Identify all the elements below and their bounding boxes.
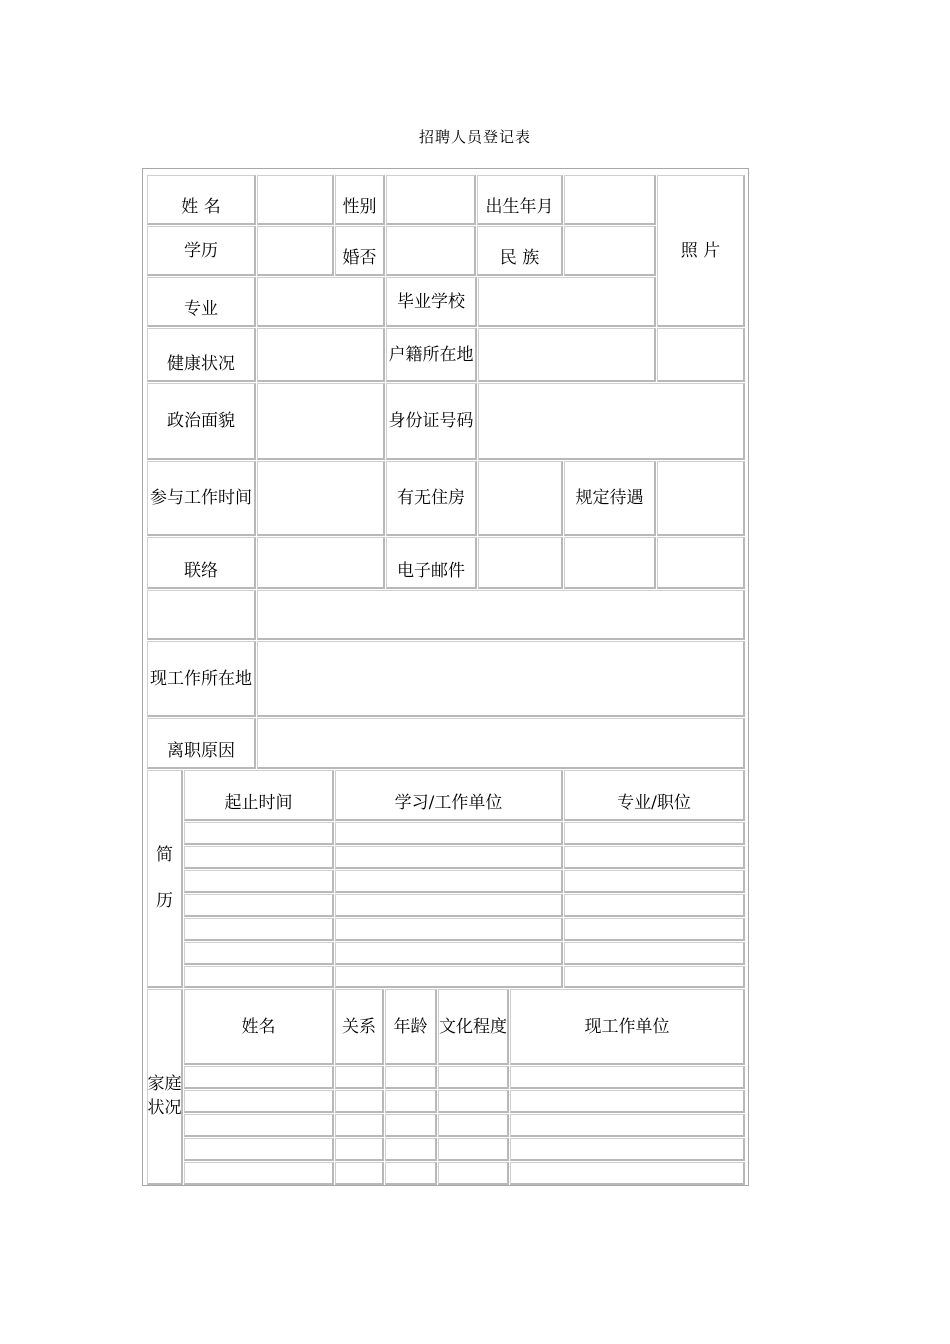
resume-row-4-col-2[interactable] — [564, 918, 745, 941]
resume-row-0-col-0[interactable] — [184, 822, 334, 845]
family-header-2-label: 年龄 — [393, 1016, 428, 1037]
resume-row-3-col-2[interactable] — [564, 894, 745, 917]
ethnicity-label-cell — [477, 226, 563, 276]
school-label-cell-label: 毕业学校 — [397, 291, 465, 312]
benefits-label-cell-label: 规定待遇 — [575, 488, 644, 508]
resume-row-2-col-2[interactable] — [564, 870, 745, 893]
benefits-field[interactable] — [657, 461, 745, 536]
work-location-label-cell-label: 现工作所在地 — [150, 668, 252, 689]
hukou-label-cell-label: 户籍所在地 — [388, 344, 474, 365]
resume-header-1-label: 学习/工作单位 — [394, 793, 503, 813]
work-location-field[interactable] — [257, 641, 745, 717]
photo-cell-label: 照 片 — [680, 240, 721, 261]
name-label-cell — [147, 175, 256, 225]
marital-field[interactable] — [386, 226, 476, 276]
marital-label-cell-label: 婚否 — [342, 248, 377, 268]
family-row-3-col-0[interactable] — [184, 1138, 334, 1161]
family-row-1-col-1[interactable] — [335, 1090, 384, 1113]
education-label-cell — [147, 226, 256, 276]
family-row-4-col-2[interactable] — [385, 1162, 437, 1185]
resume-header-1 — [335, 770, 563, 821]
family-row-1-col-3[interactable] — [438, 1090, 509, 1113]
resume-row-4-col-0[interactable] — [184, 918, 334, 941]
resume-row-1-col-0[interactable] — [184, 846, 334, 869]
hukou-field[interactable] — [478, 328, 656, 382]
resume-row-6-col-0[interactable] — [184, 966, 334, 988]
family-row-1-col-4[interactable] — [510, 1090, 745, 1113]
family-header-4-label: 现工作单位 — [584, 1016, 670, 1037]
family-row-1-col-2[interactable] — [385, 1090, 437, 1113]
family-row-2-col-1[interactable] — [335, 1114, 384, 1137]
name-field[interactable] — [257, 175, 334, 225]
major-label-cell — [147, 277, 256, 327]
contact-label-cell — [147, 537, 256, 589]
resume-row-6-col-2[interactable] — [564, 966, 745, 988]
family-row-0-col-3[interactable] — [438, 1066, 509, 1089]
major-field[interactable] — [257, 277, 385, 327]
resume-row-0-col-2[interactable] — [564, 822, 745, 845]
name-label-cell-label: 姓 名 — [181, 197, 221, 217]
resume-header-0-label: 起止时间 — [224, 793, 293, 813]
political-field[interactable] — [257, 383, 385, 460]
family-row-4-col-4[interactable] — [510, 1162, 745, 1185]
major-label-cell-label: 专业 — [184, 299, 218, 319]
blank-label-cell[interactable] — [147, 590, 256, 640]
school-field[interactable] — [478, 277, 656, 327]
family-row-3-col-4[interactable] — [510, 1138, 745, 1161]
birth-field[interactable] — [564, 175, 656, 225]
health-label-cell-label: 健康状况 — [167, 354, 235, 374]
work-start-label-cell-label: 参与工作时间 — [150, 488, 252, 508]
resume-row-5-col-2[interactable] — [564, 942, 745, 965]
id-number-label-cell-label: 身份证号码 — [388, 411, 474, 431]
family-row-4-col-1[interactable] — [335, 1162, 384, 1185]
contact-field[interactable] — [257, 537, 385, 589]
resume-header-2 — [564, 770, 745, 821]
work-location-label-cell — [147, 641, 256, 717]
leave-reason-label-cell — [147, 718, 256, 769]
gender-field[interactable] — [386, 175, 476, 225]
birth-label-cell — [477, 175, 563, 225]
family-header-0-label: 姓名 — [241, 1016, 276, 1037]
housing-label-cell — [386, 461, 477, 536]
leave-reason-field[interactable] — [257, 718, 745, 769]
family-row-0-col-0[interactable] — [184, 1066, 334, 1089]
family-header-2 — [385, 989, 437, 1065]
resume-row-3-col-0[interactable] — [184, 894, 334, 917]
housing-label-cell-label: 有无住房 — [397, 488, 465, 508]
family-row-2-col-4[interactable] — [510, 1114, 745, 1137]
family-row-0-col-2[interactable] — [385, 1066, 437, 1089]
photo-cell[interactable] — [657, 175, 745, 327]
resume-row-3-col-1[interactable] — [335, 894, 563, 917]
resume-row-4-col-1[interactable] — [335, 918, 563, 941]
benefits-label-cell — [564, 461, 656, 536]
resume-row-5-col-1[interactable] — [335, 942, 563, 965]
resume-row-2-col-0[interactable] — [184, 870, 334, 893]
health-label-cell — [147, 328, 256, 382]
education-label-cell-label: 学历 — [184, 240, 218, 261]
family-section-label: 家庭状况 — [147, 1074, 182, 1118]
family-header-1 — [335, 989, 384, 1065]
family-row-3-col-2[interactable] — [385, 1138, 437, 1161]
resume-row-0-col-1[interactable] — [335, 822, 563, 845]
resume-row-5-col-0[interactable] — [184, 942, 334, 965]
id-number-label-cell — [386, 383, 477, 460]
ethnicity-label-cell-label: 民 族 — [499, 248, 540, 268]
hukou-label-cell — [386, 328, 477, 382]
email-extra-field-2[interactable] — [657, 537, 745, 589]
housing-field[interactable] — [478, 461, 563, 536]
registration-form — [142, 168, 749, 1186]
resume-row-1-col-1[interactable] — [335, 846, 563, 869]
resume-section-label: 简 — [156, 845, 173, 865]
marital-label-cell — [335, 226, 385, 276]
blank-field[interactable] — [257, 590, 745, 640]
leave-reason-label-cell-label: 离职原因 — [167, 741, 235, 761]
gender-label-cell — [335, 175, 385, 225]
work-start-label-cell — [147, 461, 256, 536]
family-row-2-col-3[interactable] — [438, 1114, 509, 1137]
family-row-0-col-1[interactable] — [335, 1066, 384, 1089]
family-row-2-col-2[interactable] — [385, 1114, 437, 1137]
email-field[interactable] — [478, 537, 563, 589]
email-label-cell — [386, 537, 477, 589]
contact-label-cell-label: 联络 — [184, 561, 218, 581]
resume-section-label: 历 — [156, 891, 173, 911]
family-header-1-label: 关系 — [342, 1016, 376, 1037]
document-title: 招聘人员登记表 — [418, 128, 531, 146]
id-number-field[interactable] — [478, 383, 745, 460]
family-header-3-label: 文化程度 — [439, 1016, 507, 1037]
resume-row-2-col-1[interactable] — [335, 870, 563, 893]
family-row-0-col-4[interactable] — [510, 1066, 745, 1089]
family-section-cell — [147, 989, 183, 1185]
resume-row-6-col-1[interactable] — [335, 966, 563, 988]
resume-section-cell — [147, 770, 183, 988]
family-row-3-col-1[interactable] — [335, 1138, 384, 1161]
resume-row-1-col-2[interactable] — [564, 846, 745, 869]
resume-header-2-label: 专业/职位 — [617, 793, 691, 813]
school-label-cell — [386, 277, 477, 327]
political-label-cell-label: 政治面貌 — [167, 411, 235, 431]
work-start-field[interactable] — [257, 461, 385, 536]
health-field[interactable] — [257, 328, 385, 382]
gender-label-cell-label: 性别 — [342, 197, 377, 217]
family-row-1-col-0[interactable] — [184, 1090, 334, 1113]
family-row-2-col-0[interactable] — [184, 1114, 334, 1137]
email-extra-field-1[interactable] — [564, 537, 656, 589]
ethnicity-field[interactable] — [564, 226, 656, 276]
education-field[interactable] — [257, 226, 334, 276]
family-row-3-col-3[interactable] — [438, 1138, 509, 1161]
family-row-4-col-0[interactable] — [184, 1162, 334, 1185]
resume-header-0 — [184, 770, 334, 821]
birth-label-cell-label: 出生年月 — [485, 197, 554, 217]
family-header-3 — [438, 989, 509, 1065]
family-header-4 — [510, 989, 745, 1065]
email-label-cell-label: 电子邮件 — [397, 561, 465, 581]
family-row-4-col-3[interactable] — [438, 1162, 509, 1185]
political-label-cell — [147, 383, 256, 460]
family-header-0 — [184, 989, 334, 1065]
hukou-extra-field[interactable] — [657, 328, 745, 382]
